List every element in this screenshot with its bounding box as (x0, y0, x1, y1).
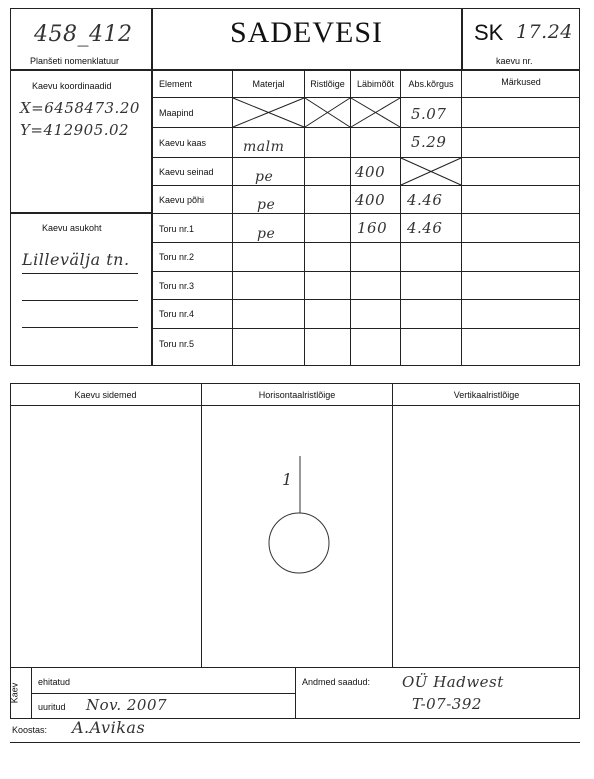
kaas-abs: 5.29 (411, 133, 447, 151)
section-vertical-label: Vertikaalristlõige (453, 390, 520, 400)
row-label-kaevu-seinad: Kaevu seinad (159, 167, 214, 177)
x-value: 6458473.20 (44, 99, 140, 117)
location-label: Kaevu asukoht (42, 223, 102, 233)
toru1-labimoot: 160 (357, 219, 388, 237)
row-label-maapind: Maapind (159, 108, 194, 118)
seinad-materjal: pe (255, 169, 274, 185)
pipe-marker: 1 (282, 470, 293, 489)
crossed-cells (151, 69, 580, 366)
coordinates-label: Kaevu koordinaadid (32, 81, 112, 91)
row-label-toru-3: Toru nr.3 (159, 281, 195, 291)
row-label-toru-5: Toru nr.5 (159, 339, 195, 349)
surveyed-value: Nov. 2007 (86, 696, 168, 714)
y-prefix: Y= (20, 121, 44, 139)
header-markused: Märkused (501, 77, 541, 87)
nomenclature-label: Planšeti nomenklatuur (30, 56, 120, 66)
row-label-kaevu-kaas: Kaevu kaas (159, 138, 207, 148)
well-number-label: kaevu nr. (496, 56, 533, 66)
location-value: Lillevälja tn. (22, 250, 130, 269)
toru1-abs: 4.46 (407, 219, 443, 237)
well-number: 17.24 (516, 21, 573, 43)
kaev-side-label: Kaev (9, 682, 20, 704)
header-materjal: Materjal (252, 79, 285, 89)
data-source-reference: T-07-392 (412, 695, 482, 713)
section-horizontal-label: Horisontaalristlõige (258, 390, 336, 400)
row-label-kaevu-pohi: Kaevu põhi (159, 195, 205, 205)
well-prefix: SK (474, 20, 504, 45)
pohi-materjal: pe (257, 197, 276, 213)
header-abs-korgus: Abs.kõrgus (408, 79, 454, 89)
surveyed-label: uuritud (38, 702, 66, 712)
element-table (151, 69, 580, 366)
seinad-labimoot: 400 (355, 163, 386, 181)
built-label: ehitatud (38, 677, 71, 687)
row-label-toru-1: Toru nr.1 (159, 224, 195, 234)
data-source-label: Andmed saadud: (302, 677, 371, 687)
x-coordinate (20, 99, 140, 117)
header-labimoot: Läbimõõt (356, 79, 395, 89)
kaas-materjal: malm (243, 139, 285, 155)
well-cross-section-sketch (202, 406, 392, 668)
author-value: A.Avikas (72, 718, 146, 737)
x-prefix: X= (20, 99, 45, 117)
author-label: Koostas: (12, 725, 48, 735)
pohi-labimoot: 400 (355, 191, 386, 209)
toru1-materjal: pe (257, 226, 276, 242)
well-circle (269, 513, 329, 573)
row-label-toru-4: Toru nr.4 (159, 309, 195, 319)
row-label-toru-2: Toru nr.2 (159, 252, 195, 262)
y-coordinate (20, 121, 129, 139)
data-source-company: OÜ Hadwest (402, 673, 504, 691)
pohi-abs: 4.46 (407, 191, 443, 209)
header-element: Element (159, 79, 193, 89)
section-connections-label: Kaevu sidemed (74, 390, 137, 400)
nomenclature-value: 458_412 (34, 22, 133, 47)
y-value: 412905.02 (43, 121, 130, 139)
page-title: SADEVESI (229, 16, 383, 49)
maapind-abs: 5.07 (411, 105, 447, 123)
header-ristloige: Ristlõige (310, 79, 345, 89)
